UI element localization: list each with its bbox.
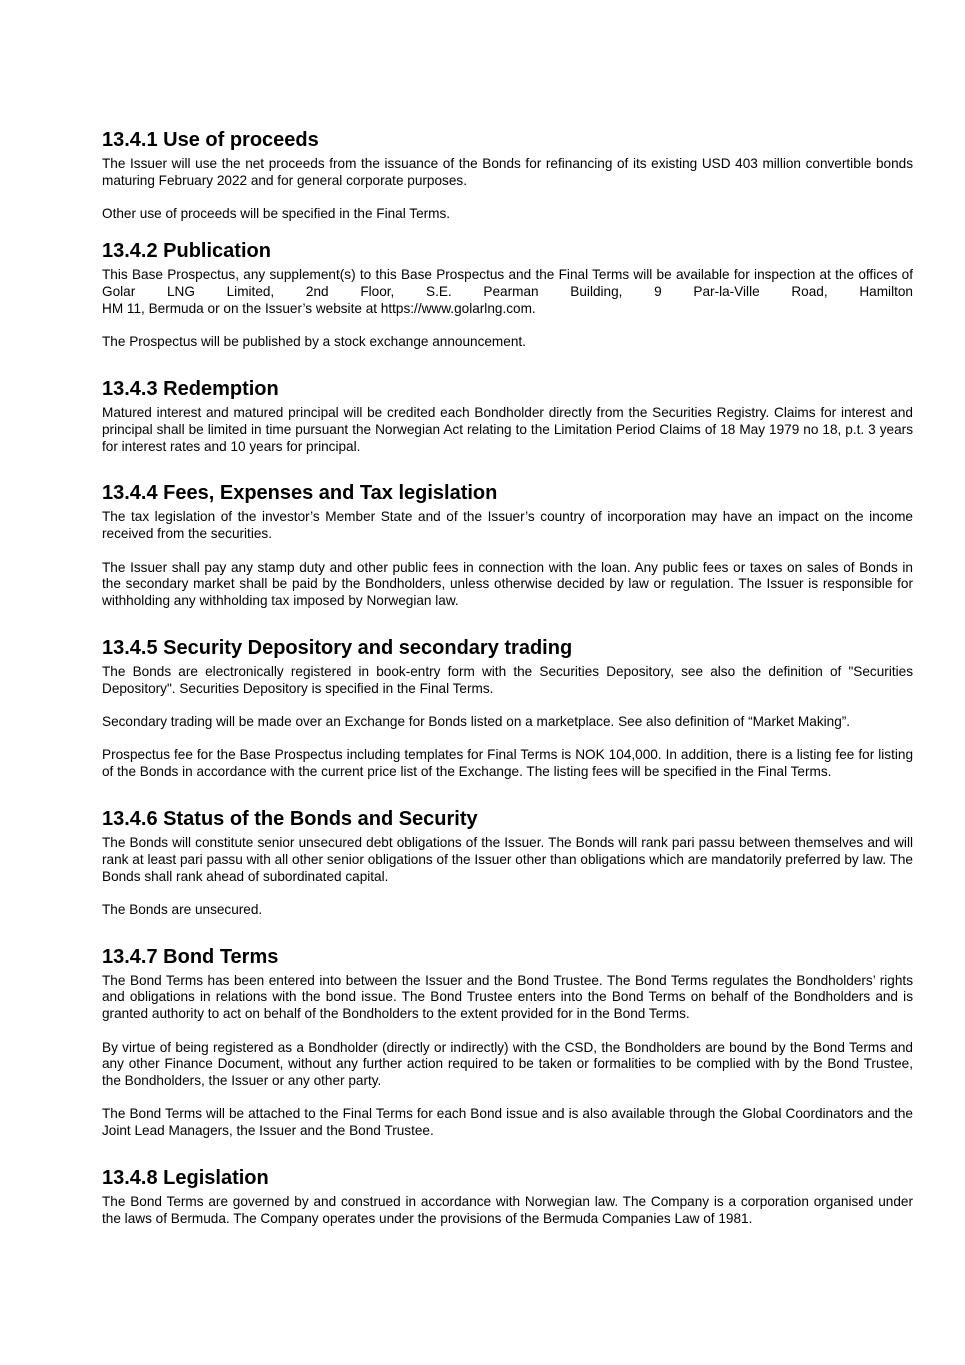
paragraph: The Bond Terms will be attached to the Final Terms for each Bond issue and is also available through the Global Coordinators and the Joint Lead Managers, the Issuer and the Bond Trustee.: [102, 1106, 913, 1139]
section-heading: 13.4.1 Use of proceeds: [102, 129, 319, 151]
paragraph: The tax legislation of the investor’s Member State and of the Issuer’s country of incorporation may have an impact on the income received from the securities.: [102, 509, 913, 542]
paragraph: HM 11, Bermuda or on the Issuer’s website at https://www.golarlng.com.: [102, 300, 536, 316]
section-heading: 13.4.6 Status of the Bonds and Security: [102, 807, 478, 830]
section-legislation: [102, 1166, 913, 1228]
paragraph: Matured interest and matured principal will be credited each Bondholder directly from the Securities Registry. Claims for interest and principal shall be limited in time pursuant the Norwegian Act relating to the Limitation Period Claims of 18 May 1979 no 18, p.t. 3 years for interest rates and 10 years for principal.: [102, 405, 913, 454]
paragraph: The Bonds will constitute senior unsecured debt obligations of the Issuer. The Bonds will rank pari passu between themselves and will rank at least pari passu with all other senior obligations of the Issuer other than obligations which are mandatorily preferred by law. The Bonds shall rank ahead of subordinated capital.: [102, 834, 913, 884]
section-redemption: [102, 377, 913, 455]
paragraph: The Issuer will use the net proceeds from the issuance of the Bonds for refinancing of its existing USD 403 million convertible bonds maturing February 2022 and for general corporate purposes.: [102, 156, 913, 188]
document-page: [102, 128, 913, 1228]
section-security-depository: [102, 636, 913, 781]
section-heading: 13.4.8 Legislation: [102, 1167, 269, 1189]
paragraph: Secondary trading will be made over an Exchange for Bonds listed on a marketplace. See also definition of “Market Making”.: [102, 714, 851, 730]
section-heading: 13.4.3 Redemption: [102, 378, 279, 401]
paragraph: The Bond Terms has been entered into between the Issuer and the Bond Trustee. The Bond Terms regulates the Bondholders’ rights and obligations in relations with the bond issue. The Bond Trustee enters into the Bond Terms on behalf of the Bondholders and is granted authority to act on behalf of the Bondholders to the extent provided for in the Bond Terms.: [102, 972, 913, 1022]
paragraph: The Issuer shall pay any stamp duty and other public fees in connection with the loan. Any public fees or taxes on sales of Bonds in the secondary market shall be paid by the Bondholders, unless otherwise decided by law or regulation. The Issuer is responsible for withholding any withholding tax imposed by Norwegian law.: [102, 559, 913, 609]
paragraph: Prospectus fee for the Base Prospectus including templates for Final Terms is NOK 104,000. In addition, there is a listing fee for listing of the Bonds in accordance with the current price list of the Exchange. The listing fees will be specified in the Final Terms.: [102, 747, 913, 780]
section-heading: 13.4.2 Publication: [102, 240, 271, 263]
paragraph: This Base Prospectus, any supplement(s) to this Base Prospectus and the Final Terms will be available for inspection at the offices of Golar LNG Limited, 2nd Floor, S.E. Pearman Building, 9 Par-la-Ville Road, Hamilton: [102, 267, 913, 300]
paragraph: By virtue of being registered as a Bondholder (directly or indirectly) with the CSD, the Bondholders are bound by the Bond Terms and any other Finance Document, without any further action required to be taken or formalities to be complied with by the Bond Trustee, the Bondholders, the Issuer or any other party.: [102, 1039, 913, 1089]
section-publication: [102, 239, 913, 351]
section-heading: 13.4.7 Bond Terms: [102, 945, 279, 968]
section-status-of-bonds: [102, 807, 913, 919]
section-bond-terms: [102, 945, 913, 1140]
section-use-of-proceeds: [102, 128, 913, 223]
section-fees-expenses-tax: [102, 481, 913, 609]
paragraph: The Bond Terms are governed by and construed in accordance with Norwegian law. The Company is a corporation organised under the laws of Bermuda. The Company operates under the provisions of the Bermuda Companies Law of 1981.: [102, 1194, 913, 1226]
paragraph: The Bonds are electronically registered in book-entry form with the Securities Depository, see also the definition of "Securities Depository". Securities Depository is specified in the Final Terms.: [102, 663, 913, 696]
section-heading: 13.4.4 Fees, Expenses and Tax legislation: [102, 482, 498, 505]
section-heading: 13.4.5 Security Depository and secondary trading: [102, 636, 573, 659]
paragraph: Other use of proceeds will be specified in the Final Terms.: [102, 206, 451, 222]
paragraph: The Prospectus will be published by a stock exchange announcement.: [102, 334, 526, 350]
paragraph: The Bonds are unsecured.: [102, 901, 263, 917]
